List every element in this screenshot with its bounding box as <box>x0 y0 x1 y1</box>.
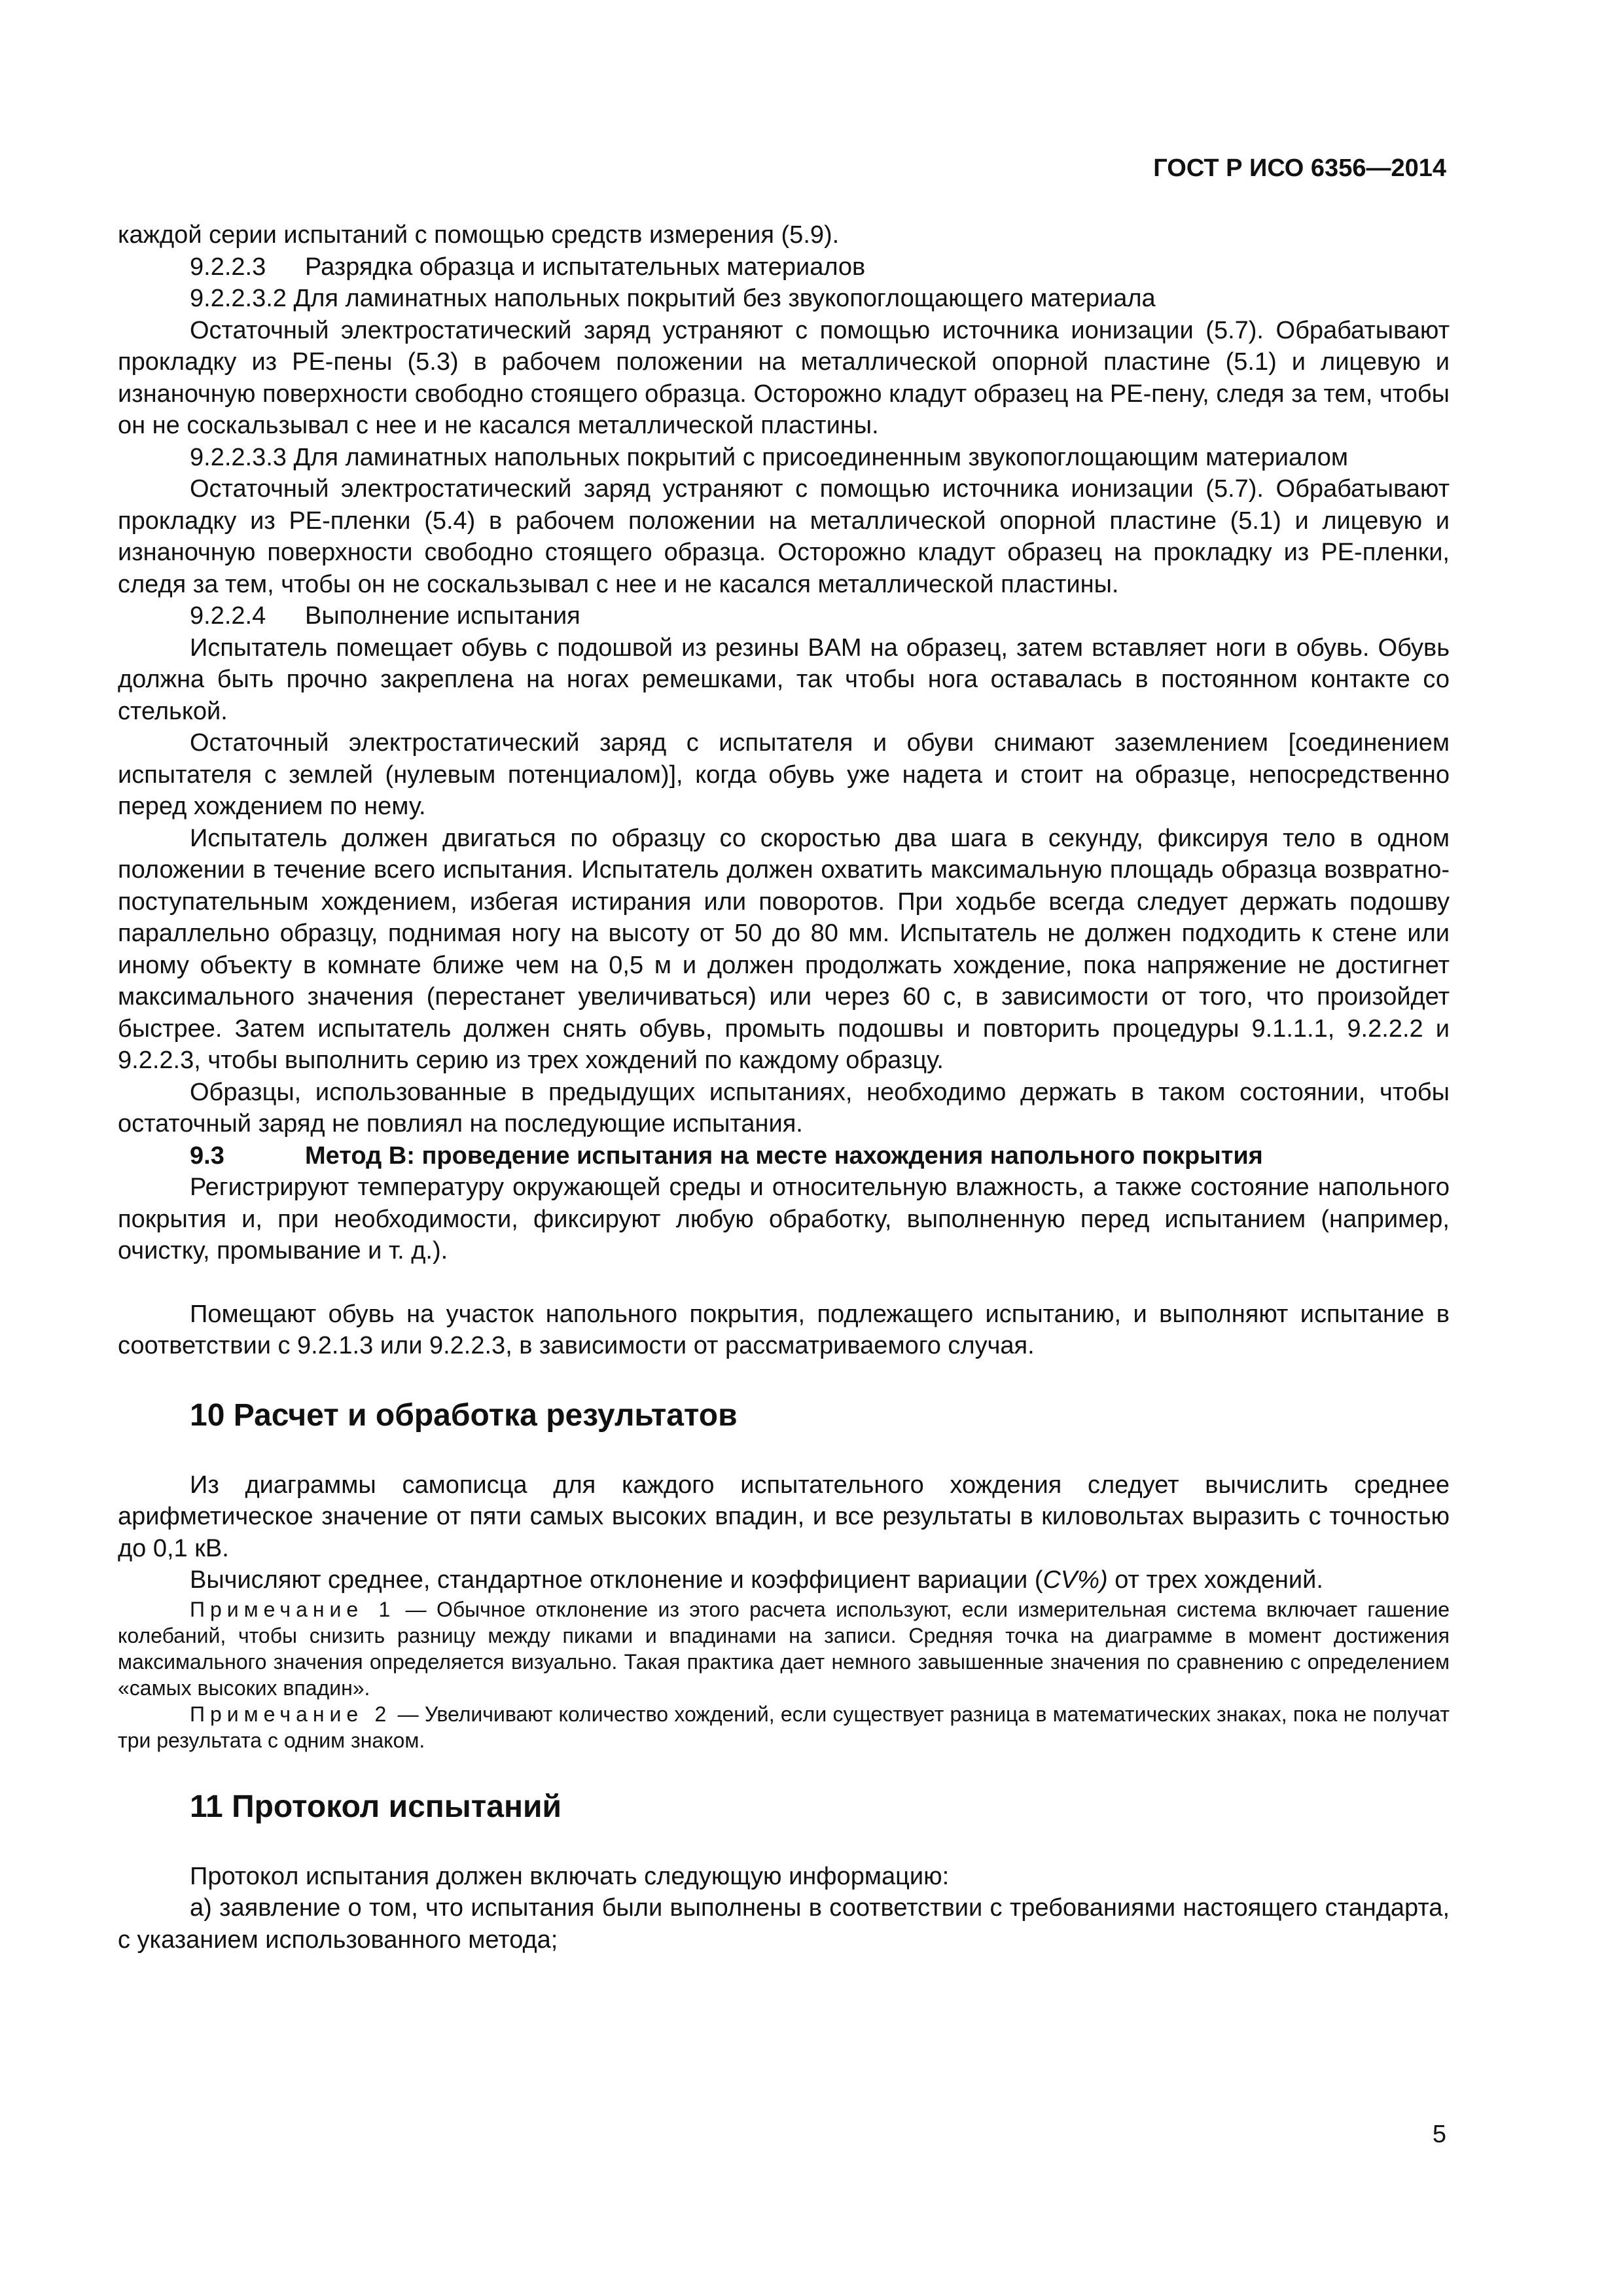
paragraph: Остаточный электростатический заряд с испытателя и обуви снимают заземлением [соединением испытателя с землей (нулевым потенциалом)], когда обувь уже надета и стоит на образце, непосредственно перед хождением по нему. <box>118 729 1450 820</box>
paragraph: Испытатель должен двигаться по образцу со скоростью два шага в секунду, фиксируя тело в одном положении в течение всего испытания. Испытатель должен охватить максимальную площадь образца возвратно-поступательным хождением, избегая истирания или поворотов. При ходьбе всегда следует держать подошву параллельно образцу, поднимая ногу на высоту от 50 до 80 мм. Испытатель не должен подходить к стене или иному объекту в комнате ближе чем на 0,5 м и должен продолжать хождение, пока напряжение не достигнет максимального значения (перестанет увеличиваться) или через 60 с, в зависимости от того, что произойдет быстрее. Затем испытатель должен снять обувь, промыть подошвы и повторить процедуры 9.1.1.1, 9.2.2.2 и 9.2.2.3, чтобы выполнить серию из трех хождений по каждому образцу. <box>118 824 1450 1074</box>
section-number: 9.2.2.3 <box>190 253 266 281</box>
section-number: 9.2.2.4 <box>190 602 266 630</box>
list-item: а) заявление о том, что испытания были выполнены в соответствии с требованиями настоящего стандарта, с указанием использованного метода; <box>118 1894 1450 1954</box>
spacer <box>118 1267 1450 1299</box>
text-run: от трех хождений. <box>1107 1566 1323 1594</box>
note-label: Примечание 2 <box>190 1702 392 1726</box>
document-body <box>118 219 1450 1956</box>
subsection-heading-9-2-2-3 <box>118 251 1450 283</box>
subsection-heading-9-2-2-4 <box>118 600 1450 632</box>
paragraph: Из диаграммы самописца для каждого испытательного хождения следует вычислить среднее арифметическое значение от пяти самых высоких впадин, и все результаты в киловольтах выразить с точностью до 0,1 кВ. <box>118 1471 1450 1562</box>
note-1 <box>118 1596 1450 1701</box>
section-title: Разрядка образца и испытательных материалов <box>305 253 866 281</box>
text-run: Вычисляют среднее, стандартное отклонение и коэффициент вариации ( <box>190 1566 1043 1594</box>
paragraph <box>118 1564 1450 1596</box>
standard-header: ГОСТ Р ИСО 6356—2014 <box>1153 154 1446 182</box>
paragraph: Регистрируют температуру окружающей среды и относительную влажность, а также состояние напольного покрытия и, при необходимости, фиксируют любую обработку, выполненную перед испытанием (например, очистку, промывание и т. д.). <box>118 1174 1450 1265</box>
paragraph: 9.2.2.3.3 Для ламинатных напольных покрытий с присоединенным звукопоглощающим материалом <box>190 443 1348 471</box>
paragraph: Помещают обувь на участок напольного покрытия, подлежащего испытанию, и выполняют испытание в соответствии с 9.2.1.3 или 9.2.2.3, в зависимости от рассматриваемого случая. <box>118 1300 1450 1359</box>
page-number: 5 <box>1432 2121 1446 2148</box>
section-number: 9.3 <box>190 1141 224 1170</box>
note-label: Примечание 1 <box>190 1597 396 1621</box>
paragraph: Испытатель помещает обувь с подошвой из резины BAM на образец, затем вставляет ноги в обувь. Обувь должна быть прочно закреплена на ногах ремешками, так чтобы нога оставалась в постоянном контакте со стелькой. <box>118 634 1450 725</box>
section-title: Выполнение испытания <box>305 602 580 630</box>
cv-symbol: CV%) <box>1043 1566 1108 1594</box>
paragraph: Образцы, использованные в предыдущих испытаниях, необходимо держать в таком состоянии, чтобы остаточный заряд не повлиял на последующие испытания. <box>118 1078 1450 1138</box>
note-text: — Обычное отклонение из этого расчета используют, если измерительная система включает гашение колебаний, чтобы снизить разницу между пиками и впадинами на записи. Средняя точка на диаграмме в момент достижения максимального значения определяется визуально. Такая практика дает немного завышенные значения по сравнению с определением «самых высоких впадин». <box>118 1597 1450 1700</box>
paragraph: каждой серии испытаний с помощью средств измерения (5.9). <box>118 221 840 249</box>
section-heading-11: 11 Протокол испытаний <box>190 1789 562 1824</box>
paragraph: Остаточный электростатический заряд устраняют с помощью источника ионизации (5.7). Обрабатывают прокладку из PE-пленки (5.4) в рабочем положении на металлической опорной пластине (5.1) и лицевую и изнаночную поверхности свободно стоящего образца. Осторожно кладут образец на прокладку из PE-пленки, следя за тем, чтобы он не соскальзывал с нее и не касался металлической пластины. <box>118 475 1450 598</box>
paragraph: Остаточный электростатический заряд устраняют с помощью источника ионизации (5.7). Обрабатывают прокладку из PE-пены (5.3) в рабочем положении на металлической опорной пластине (5.1) и лицевую и изнаночную поверхности свободно стоящего образца. Осторожно кладут образец на PE-пену, следя за тем, чтобы он не соскальзывал с нее и не касался металлической пластины. <box>118 316 1450 439</box>
paragraph: 9.2.2.3.2 Для ламинатных напольных покрытий без звукопоглощающего материала <box>190 285 1156 312</box>
paragraph: Протокол испытания должен включать следующую информацию: <box>190 1862 950 1890</box>
note-2 <box>118 1701 1450 1753</box>
section-heading-10: 10 Расчет и обработка результатов <box>190 1397 738 1433</box>
subsection-heading-9-3 <box>118 1140 1450 1172</box>
note-text: — Увеличивают количество хождений, если существует разница в математических знаках, пока не получат три результата с одним знаком. <box>118 1702 1450 1752</box>
section-title: Метод В: проведение испытания на месте нахождения напольного покрытия <box>305 1141 1263 1170</box>
